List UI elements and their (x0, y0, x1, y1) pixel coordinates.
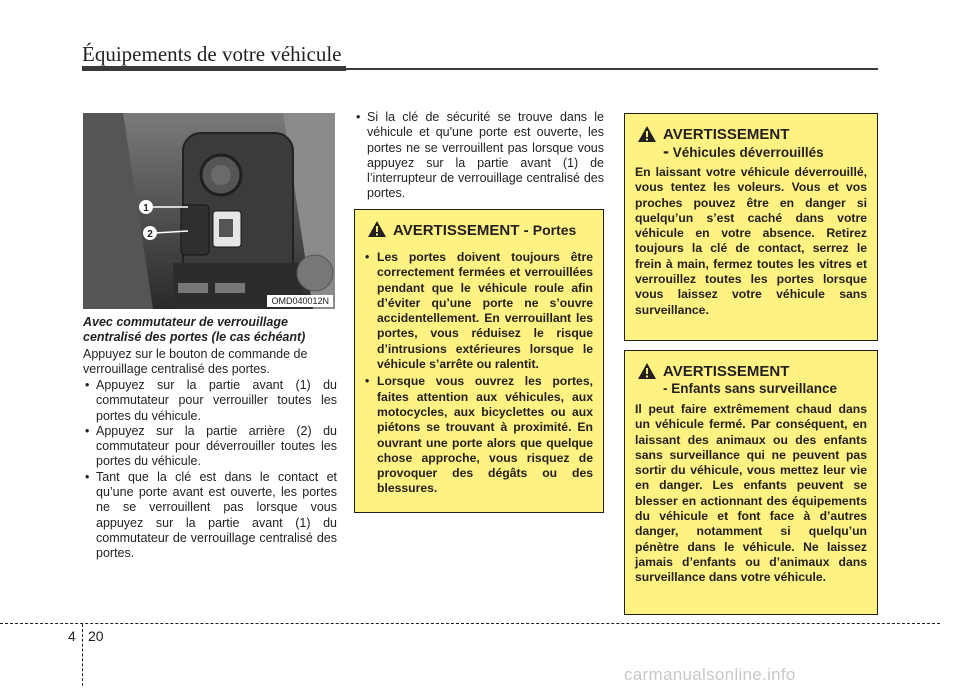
door-panel-illustration (83, 113, 335, 309)
warning-box-unlocked-vehicles (624, 113, 878, 341)
warning-subtitle: Portes (532, 222, 577, 238)
list-item: • Si la clé de sécurité se trouve dans le véhicule et qu'une porte est ouverte, les portes ne se verrouillent pas lorsque vous appuyez sur la partie avant (1) de l’interrupteur de verrouillage centralisé des portes. (354, 110, 604, 202)
list-item: • Tant que la clé est dans le contact et qu’une porte avant est ouverte, les portes ne se verrouillent pas lorsque vous appuyez sur la partie avant (1) du commutateur de verrouillage centralisé des portes. (83, 470, 337, 562)
warning-subtitle: - Enfants sans surveillance (663, 381, 838, 396)
watermark: carmanualsonline.info (624, 665, 796, 684)
warning-title-text: AVERTISSEMENT (663, 363, 790, 380)
figure-code: OMD040012N (267, 295, 333, 307)
footer-rule (0, 623, 940, 624)
warning-box-doors (354, 209, 604, 513)
list-item: • Appuyez sur la partie avant (1) du commutateur pour verrouiller toutes les portes du véhicule. (83, 378, 337, 424)
warning-body: En laissant votre véhicule déverrouillé, vous tentez les voleurs. Vous et vos proches pouvez être en danger si quelqu’un s’est caché dans votre véhicule en votre absence. Retirez toujours la clé de contact, serrez le frein à main, fermez toutes les vitres et verrouillez toutes les portes lorsque vous laissez votre véhicule sans surveillance. (635, 165, 867, 317)
warning-body: Il peut faire extrêmement chaud dans un véhicule fermé. Par conséquent, en laissant des animaux ou des enfants sans surveillance qui ne peuvent pas sortir du véhicule, vous mettez leur vie en danger. Les enfants peuvent se blesser en actionnant des équipements du véhicule et font face à d’autres danger, notamment si quelqu’un pénètre dans le véhicule. Ne laissez jamais d’enfants ou d’animaux dans surveillance dans votre véhicule. (635, 402, 867, 585)
callout-label-2: 2 (147, 229, 153, 240)
warning-subtitle-text: Véhicules déverrouillés (672, 145, 824, 160)
warning-bullets (355, 250, 603, 497)
page-header-title: Équipements de votre véhicule (82, 42, 342, 66)
page-number: 20 (88, 628, 104, 644)
warning-dash: - (663, 141, 669, 161)
warning-subtitle (663, 143, 877, 161)
chapter-number: 4 (68, 628, 76, 644)
warning-title (355, 210, 603, 244)
warning-title (625, 114, 877, 161)
warning-title-text: AVERTISSEMENT (663, 126, 790, 143)
header-rule-thin (346, 68, 878, 70)
warning-box-unattended-children (624, 350, 878, 615)
middle-bullet-list (354, 110, 604, 202)
footer-divider (82, 624, 83, 686)
intro-paragraph: Appuyez sur le bouton de commande de verrouillage centralisé des portes. (83, 347, 308, 377)
warning-title-text: AVERTISSEMENT - (393, 222, 533, 239)
warning-title (625, 351, 877, 397)
header-rule-thick (82, 66, 346, 71)
door-switch-photo (83, 113, 335, 309)
list-item: • Les portes doivent toujours être correctement fermées et verrouillées pendant que le véhicule roule afin d’éviter qu’une porte ne s’ouvre accidentellement. En verrouillant les portes, vous réduisez le risque d’intrusions extérieures lorsque le véhicule s’arrête ou ralentit. (365, 250, 593, 372)
left-bullet-list (83, 378, 337, 562)
list-item: • Appuyez sur la partie arrière (2) du commutateur pour déverrouiller toutes les portes du véhicule. (83, 424, 337, 470)
list-item: • Lorsque vous ouvrez les portes, faites attention aux véhicules, aux motocycles, aux bicyclettes ou aux piétons se trouvant à proximité. En ouvrant une porte alors que quelque chose approche, vous risquez de provoquer des dégâts ou des blessures. (365, 374, 593, 496)
callout-label-1: 1 (143, 203, 149, 214)
section-subheading: Avec commutateur de verrouillage centralisé des portes (le cas échéant) (83, 315, 306, 344)
